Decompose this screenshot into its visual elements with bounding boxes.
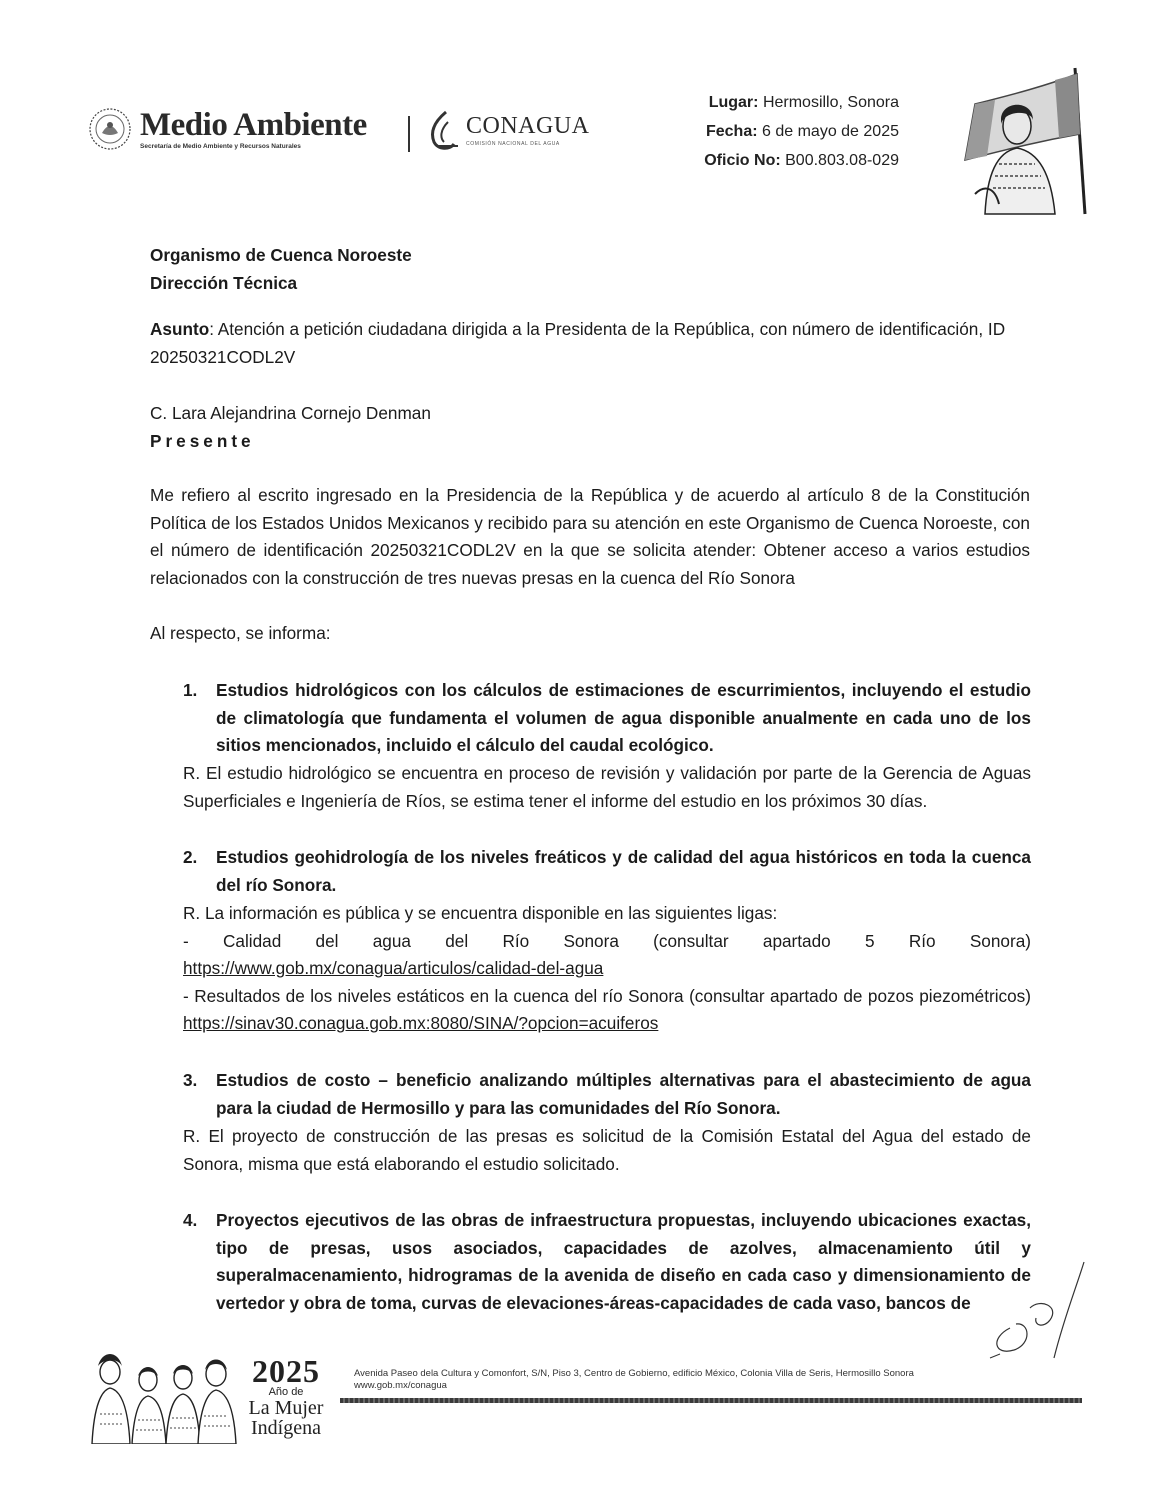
indigenous-women-illustration: [88, 1344, 238, 1444]
sender-block: [150, 242, 1030, 297]
item-2-link-2-text: - Resultados de los niveles estáticos en la cuenca del río Sonora (consultar apartado de pozos piezométricos): [183, 985, 1031, 1006]
item-2-link-2-line: [183, 983, 1031, 1038]
logo-divider: [408, 116, 410, 152]
oficio-value: B00.803.08-029: [785, 152, 899, 169]
recipient-name: C. Lara Alejandrina Cornejo Denman: [150, 403, 431, 423]
fecha-line: [704, 117, 899, 146]
oficio-label: Oficio No:: [704, 152, 781, 169]
lugar-line: [704, 88, 899, 117]
item-3-title: [183, 1067, 1031, 1122]
agency-subtitle: COMISIÓN NACIONAL DEL AGUA: [466, 141, 560, 147]
item-1-title: [183, 677, 1031, 760]
item-4-text: Proyectos ejecutivos de las obras de infraestructura propuestas, incluyendo ubicaciones exactas, tipo de presas, usos asociados, capacidades de azolves, almacenamiento útil y superalmacenamiento, hidrogramas de la avenida de diseño en cada caso y dimensionamiento de vertedor y obra de toma, curvas de elevaciones-áreas-capacidades de cada vaso, bancos de: [216, 1210, 1031, 1313]
item-4-number: 4.: [183, 1210, 198, 1230]
item-2-title: [183, 844, 1031, 899]
item-1-text: Estudios hidrológicos con los cálculos de estimaciones de escurrimientos, incluyendo el estudio de climatología que fundamenta el volumen de agua disponible anualmente en cada uno de los sitios mencionados, incluido el cálculo del caudal ecológico.: [216, 680, 1031, 755]
fecha-label: Fecha:: [705, 123, 758, 140]
year-de: Año de: [268, 1386, 304, 1398]
brand-subtitle: Secretaría de Medio Ambiente y Recursos Naturales: [140, 143, 301, 150]
al-respecto: Al respecto, se informa:: [150, 623, 331, 643]
sender-line-1: Organismo de Cuenca Noroeste: [150, 245, 412, 265]
year-line-1: La Mujer: [248, 1397, 324, 1419]
agency-name: CONAGUA: [466, 113, 590, 139]
item-2-link-1-line: [183, 928, 1031, 983]
footer-address-block: [354, 1368, 914, 1392]
subject-label: Asunto: [150, 319, 210, 339]
oficio-line: [704, 146, 899, 175]
item-1-response: R. El estudio hidrológico se encuentra en proceso de revisión y validación por parte de la Gerencia de Aguas Superficiales e Ingeniería de Ríos, se estima tener el informe del estudio en los próximos 30 días.: [183, 763, 1031, 811]
item-2-response: [183, 900, 1031, 1038]
brand-title: Medio Ambiente: [140, 107, 367, 143]
item-2-link-1[interactable]: https://www.gob.mx/conagua/articulos/calidad-del-agua: [183, 958, 604, 978]
footer-rule: [340, 1398, 1082, 1403]
item-3-response: R. El proyecto de construcción de las presas es solicitud de la Comisión Estatal del Agua del estado de Sonora, misma que está elaborando el estudio solicitado.: [183, 1126, 1031, 1174]
item-2-number: 2.: [183, 847, 198, 867]
item-2-response-text: R. La información es pública y se encuentra disponible en las siguientes ligas:: [183, 903, 778, 923]
conagua-logo: [424, 108, 590, 152]
medio-ambiente-logo: [88, 104, 367, 154]
subject-text: : Atención a petición ciudadana dirigida a la Presidenta de la República, con número de identificación, ID 20250321CODL2V: [150, 319, 1006, 367]
item-2-text: Estudios geohidrología de los niveles freáticos y de calidad del agua históricos en toda la cuenca del río Sonora.: [216, 847, 1031, 895]
lugar-value: Hermosillo, Sonora: [762, 94, 899, 111]
signature-mark: [980, 1258, 1090, 1368]
document-meta: [704, 88, 899, 175]
year-number: 2025: [252, 1353, 320, 1389]
lugar-label: Lugar:: [708, 94, 759, 111]
year-badge: [240, 1353, 332, 1439]
woman-with-flag-illustration: [935, 64, 1087, 216]
water-drop-icon: [424, 108, 464, 152]
footer-address: Avenida Paseo dela Cultura y Comonfort, S/N, Piso 3, Centro de Gobierno, edificio México, Colonia Villa de Seris, Hermosillo Sonora: [354, 1368, 914, 1379]
sender-line-2: Dirección Técnica: [150, 272, 298, 293]
item-4-title: [183, 1207, 1031, 1317]
mexico-seal-icon: [88, 107, 132, 151]
item-3-number: 3.: [183, 1070, 198, 1090]
item-1-number: 1.: [183, 680, 198, 700]
year-line-2: Indígena: [251, 1417, 321, 1439]
recipient-greeting: Presente: [150, 430, 255, 451]
recipient-block: [150, 400, 1030, 455]
item-3-text: Estudios de costo – beneficio analizando múltiples alternativas para el abastecimiento de agua para la ciudad de Hermosillo y para las comunidades del Río Sonora.: [216, 1070, 1031, 1118]
item-2-link-2[interactable]: https://sinav30.conagua.gob.mx:8080/SINA/?opcion=acuiferos: [183, 1013, 659, 1033]
fecha-value: 6 de mayo de 2025: [762, 123, 899, 140]
item-2-link-1-text: - Calidad del agua del Río Sonora (consultar apartado 5 Río Sonora): [183, 930, 1031, 951]
intro-paragraph: Me refiero al escrito ingresado en la Presidencia de la República y de acuerdo al artículo 8 de la Constitución Política de los Estados Unidos Mexicanos y recibido para su atención en este Organismo de Cuenca Noroeste, con el número de identificación 20250321CODL2V en la que se solicita atender: Obtener acceso a varios estudios relacionados con la construcción de tres nuevas presas en la cuenca del Río Sonora: [150, 485, 1030, 588]
footer-website[interactable]: www.gob.mx/conagua: [354, 1380, 447, 1391]
subject-block: [150, 316, 1030, 371]
